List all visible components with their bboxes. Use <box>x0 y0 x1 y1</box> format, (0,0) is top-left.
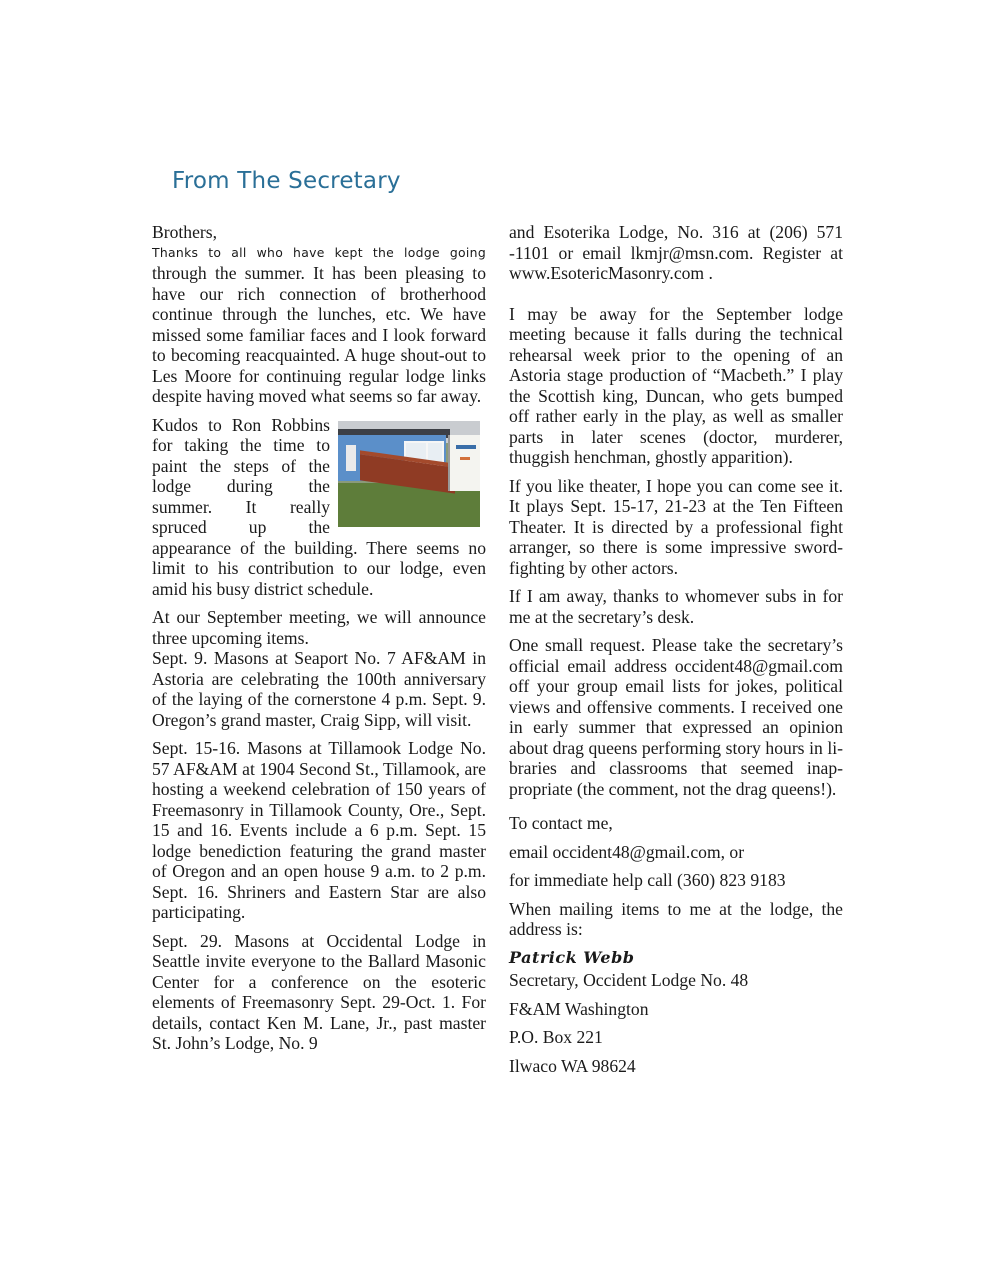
theater-paragraph: If you like theater, I hope you can come see it. It plays Sept. 15-17, 21-23 at the Ten Fifteen Theater. It is directed by a professional fight arranger, so there is some impressive sword-fighting by other actors. <box>509 475 843 578</box>
sept-15-paragraph: Sept. 15-16. Masons at Tillamook Lodge No. 57 AF&AM at 1904 Second St., Tillamook, are hosting a weekend celebration of 150 years of Freemasonry in Tillamook County, Ore., Sept. 15 and 16. Events include a 6 p.m. Sept. 15 lodge benediction featuring the grand master of Oregon and an open house 9 a.m. to 2 p.m. Sept. 16. Shriners and Eastern Star are also participating. <box>152 738 486 922</box>
address-line-3: P.O. Box 221 <box>509 1027 603 1047</box>
mailing-paragraph: When mailing items to me at the lodge, the address is: <box>509 898 843 939</box>
sept-9-paragraph: Sept. 9. Masons at Seaport No. 7 AF&AM in Astoria are celebrating the 100th anniversary of the laying of the cornerstone 4 p.m. Sept. 9. Oregon’s grand master, Craig Sipp, will visit. <box>152 648 486 730</box>
lodge-steps-photo <box>338 421 480 527</box>
right-column <box>509 222 843 1084</box>
esoterika-paragraph: and Esoterika Lodge, No. 316 at (206) 571 -1101 or email lkmjr@msn.com. Register at www.EsotericMasonry.com . <box>509 222 843 283</box>
contact-block <box>509 813 843 891</box>
contact-line-1: To contact me, <box>509 813 613 833</box>
left-column <box>152 222 486 1062</box>
away-paragraph: I may be away for the September lodge meeting because it falls during the technical rehearsal week prior to the opening of an Astoria stage production of “Macbeth.” I play the Scottish king, Duncan, who gets bumped off rather early in the play, as well as smaller parts in later scenes (doctor, murderer, thuggish henchman, ghostly apparition). <box>509 303 843 467</box>
address-line-1: Secretary, Occident Lodge No. 48 <box>509 970 749 990</box>
intro-small-text: Thanks to all who have kept the lodge going <box>152 244 486 260</box>
september-meeting-paragraph: At our September meeting, we will announce three upcoming items. <box>152 607 486 648</box>
page-title: From The Secretary <box>172 168 401 194</box>
contact-line-3: for immediate help call (360) 823 9183 <box>509 870 786 890</box>
sept-29-paragraph: Sept. 29. Masons at Occidental Lodge in Seattle invite everyone to the Ballard Masonic Center for a conference on the esoteric elements of Freemasonry Sept. 29-Oct. 1. For details, contact Ken M. Lane, Jr., past master St. John’s Lodge, No. 9 <box>152 930 486 1053</box>
greeting: Brothers, <box>152 222 217 242</box>
address-line-2: F&AM Washington <box>509 998 649 1019</box>
intro-paragraph <box>152 243 486 407</box>
signature: Patrick Webb <box>509 947 635 967</box>
address-line-4: Ilwaco WA 98624 <box>509 1055 636 1076</box>
contact-line-2: email occident48@gmail.com, or <box>509 841 745 862</box>
intro-text: through the summer. It has been pleasing to have our rich connection of brotherhood continue through the lunches, etc. We have missed some familiar faces and I look forward to becoming reacquainted. A huge shout-out to Les Moore for continuing regular lodge links despite having moved what seems so far away. <box>152 263 486 406</box>
kudos-paragraph <box>152 415 486 600</box>
request-paragraph: One small request. Please take the secretary’s official email address occident48@gmail.com off your group email lists for jokes, political views and offensive comments. I received one in early summer that expressed an opinion about drag queens performing story hours in libraries and classrooms that seemed inappropriate (the comment, not the drag queens!). <box>509 635 843 799</box>
subs-paragraph: If I am away, thanks to whomever subs in for me at the secretary’s desk. <box>509 586 843 627</box>
kudos-text: Kudos to Ron Robbins for taking the time to paint the steps of the lodge during the summer. It really spruced up the appearance of the building. There seems no limit to his contribution to our lodge, even amid his busy district schedule. <box>152 414 486 599</box>
